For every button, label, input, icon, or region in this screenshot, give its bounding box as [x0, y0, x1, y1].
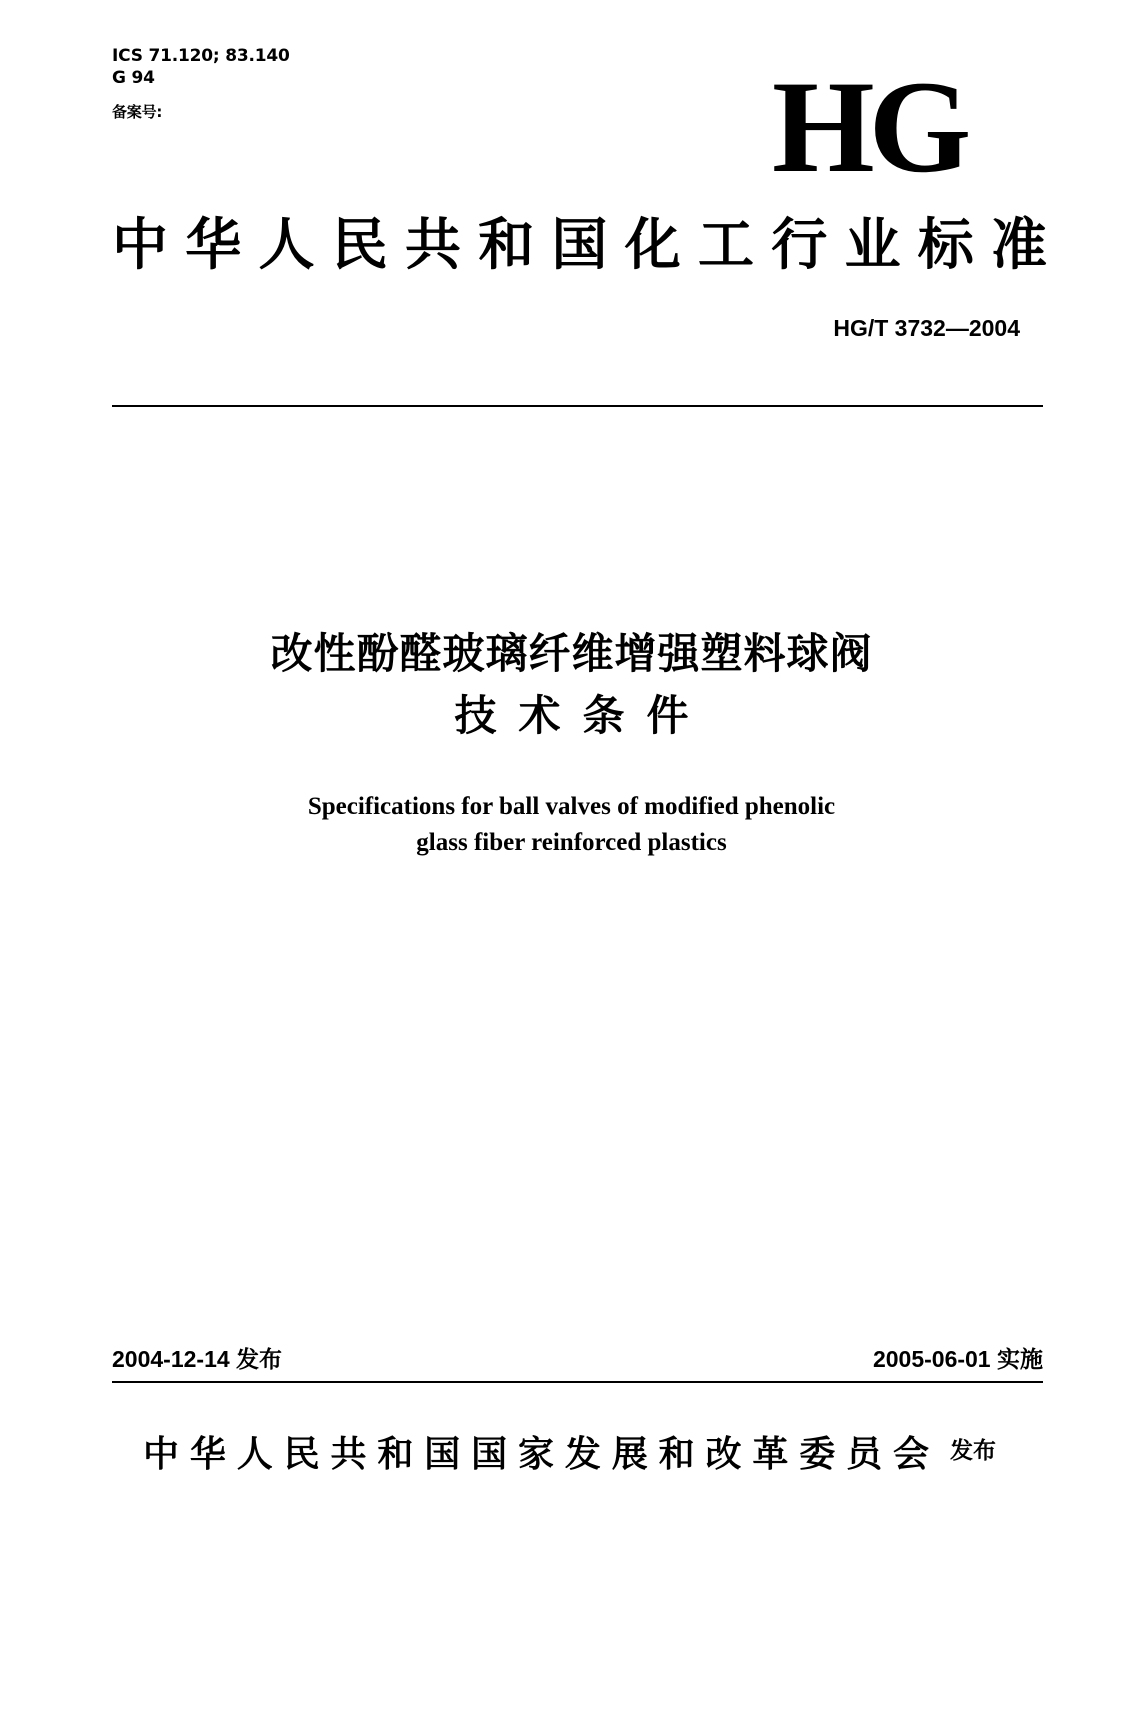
standard-number: HG/T 3732—2004	[833, 315, 1020, 341]
issue-date: 2004-12-14 发布	[112, 1346, 283, 1372]
bottom-divider	[112, 1381, 1043, 1383]
publish-label: 发布	[950, 1438, 996, 1464]
title-zh-line1: 改性酚醛玻璃纤维增强塑料球阀	[270, 629, 873, 678]
hg-logo: HG	[772, 53, 966, 200]
ics-code: ICS 71.120; 83.140	[112, 46, 290, 66]
title-zh-line2: 技术条件	[454, 691, 711, 740]
implementation-date: 2005-06-01 实施	[872, 1346, 1043, 1372]
record-number-label: 备案号:	[112, 103, 163, 121]
top-divider	[112, 405, 1043, 407]
title-en-line2: glass fiber reinforced plastics	[416, 829, 727, 856]
org-title: 中华人民共和国化工行业标准	[112, 212, 1048, 278]
ccs-code: G 94	[112, 68, 155, 88]
publisher-name: 中华人民共和国国家发展和改革委员会	[143, 1433, 929, 1475]
title-en-line1: Specifications for ball valves of modified phenolic	[307, 793, 836, 820]
